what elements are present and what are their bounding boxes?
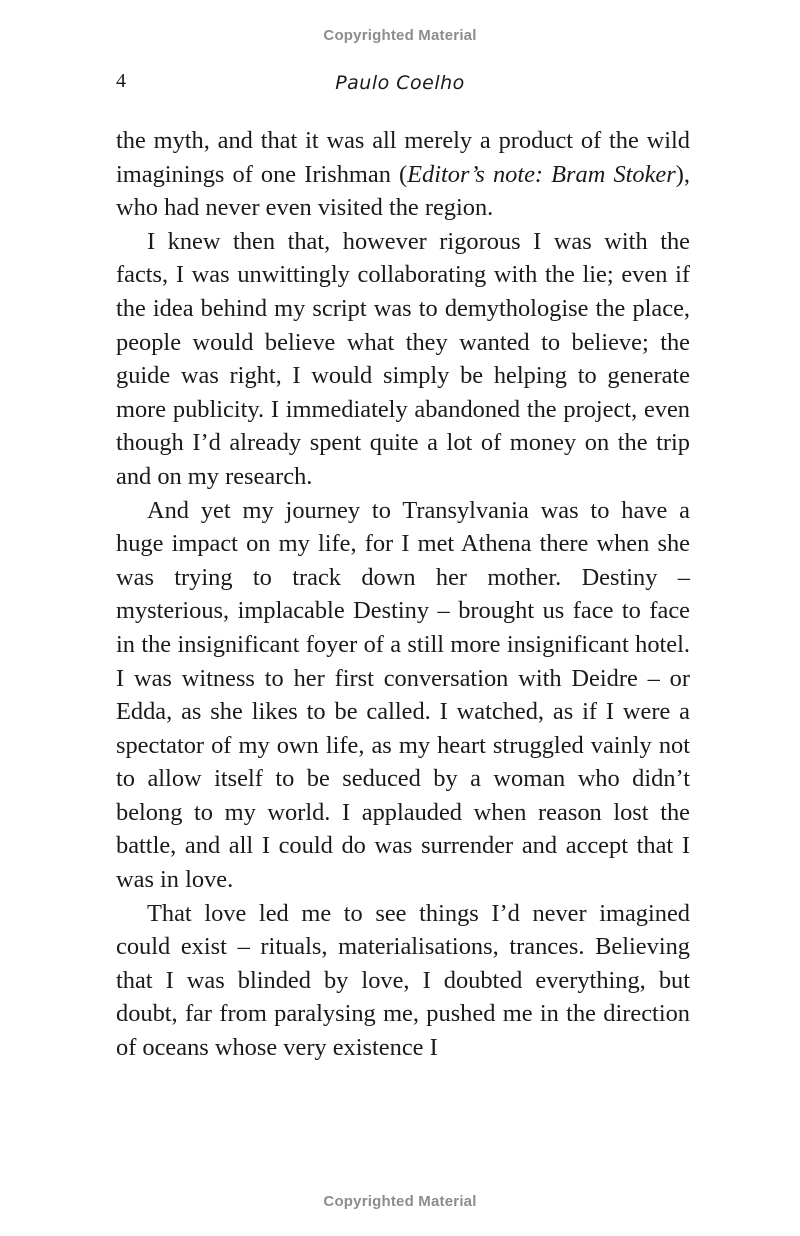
paragraph-4: That love led me to see things I’d never imagined could exist – rituals, materialisations, trances. Believing that I was blinded by love, I doubted everything, but doubt, far from paralysing me, pushed me in the direction of oceans whose very existence I bbox=[116, 899, 690, 1062]
paragraph-1 bbox=[116, 124, 690, 225]
page-number: 4 bbox=[116, 70, 126, 92]
editors-note: Editor’s note: Bram Stoker bbox=[407, 160, 676, 188]
running-head-author: Paulo Coelho bbox=[335, 72, 465, 94]
paragraph-1-text-b: ), who had never even visited the region. bbox=[116, 160, 690, 222]
copyright-watermark-top: Copyrighted Material bbox=[323, 27, 477, 44]
paragraph-1-text-a: the myth, and that it was all merely a product of the wild imaginings of one Irishman ( bbox=[116, 127, 690, 188]
body-text bbox=[116, 124, 690, 1065]
copyright-watermark-bottom: Copyrighted Material bbox=[323, 1193, 477, 1210]
paragraph-2: I knew then that, however rigorous I was with the facts, I was unwittingly collaborating with the lie; even if the idea behind my script was to demythologise the place, people would believe what they wanted to believe; the guide was right, I would simply be helping to generate more publicity. I immediately abandoned the project, even though I’d already spent quite a lot of money on the trip and on my research. bbox=[116, 227, 690, 490]
paragraph-3: And yet my journey to Transylvania was to have a huge impact on my life, for I met Athena there when she was trying to track down her mother. Destiny – mysterious, implacable Destiny – brought us face to face in the insignificant foyer of a still more insignificant hotel. I was witness to her first conversation with Deidre – or Edda, as she likes to be called. I watched, as if I were a spectator of my own life, as my heart struggled vainly not to allow itself to be seduced by a woman who didn’t belong to my world. I applauded when reason lost the battle, and all I could do was surrender and accept that I was in love. bbox=[116, 496, 690, 894]
